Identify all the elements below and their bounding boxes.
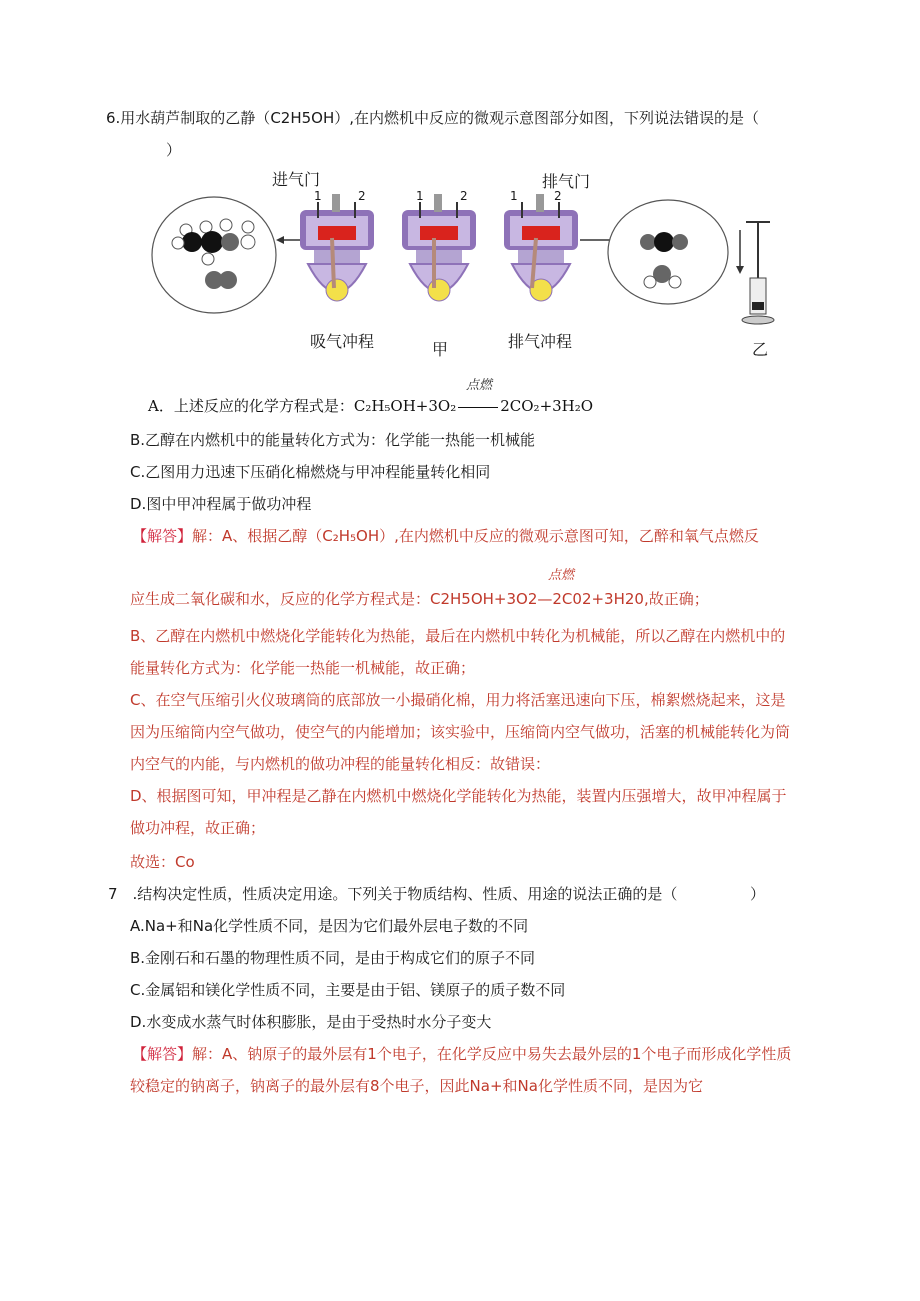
label-num-2b: 2 (460, 189, 468, 203)
engine-jia (402, 194, 476, 301)
label-intake-stroke: 吸气冲程 (310, 332, 375, 351)
q6-answer-l6: 因为压缩筒内空气做功，使空气的内能增加；该实验中，压缩筒内空气做功，活塞的机械能转化为筒 (130, 723, 791, 741)
q6-option-b: B.乙醇在内燃机中的能量转化方式为：化学能一热能一机械能 (130, 431, 536, 449)
label-num-1a: 1 (314, 189, 322, 203)
q6-option-d: D.图中甲冲程属于做功冲程 (130, 495, 312, 513)
q7-option-a: A.Na+和Na化学性质不同，是因为它们最外层电子数的不同 (130, 917, 529, 935)
q7-stem-close: ） (750, 885, 766, 903)
label-intake-valve: 进气门 (272, 170, 321, 189)
q7-answer-l1: 解：A、钠原子的最外层有1个电子，在化学反应中易失去最外层的1个电子而形成化学性质 (192, 1045, 792, 1063)
q6-answer-l5: C、在空气压缩引火仪玻璃筒的底部放一小撮硝化棉，用力将活塞迅速向下压，棉絮燃烧起来，这是 (130, 691, 786, 709)
equation-line (458, 407, 498, 408)
label-num-2a: 2 (358, 189, 366, 203)
q6-stem-close: ） (166, 141, 182, 159)
q6-answer-l3: B、乙醇在内燃机中燃烧化学能转化为热能，最后在内燃机中转化为机械能，所以乙醇在内燃机中的 (130, 627, 786, 645)
engine-exhaust (504, 194, 578, 301)
q7-answer-line-1 (132, 1044, 791, 1064)
q6-answer-l9: 做功冲程，故正确； (130, 819, 266, 837)
label-exhaust-stroke: 排气冲程 (508, 332, 573, 351)
engine-figure (148, 170, 788, 360)
q6-option-a-ignite: 点燃 (466, 378, 493, 393)
q6-answer-l10: 故选：Co (130, 853, 195, 871)
q6-answer-ignite: 点燃 (548, 568, 575, 583)
q7-option-c: C.金属铝和镁化学性质不同，主要是由于铝、镁原子的质子数不同 (130, 981, 566, 999)
right-molecule-ellipse (608, 200, 728, 304)
q6-option-a-left: C₂H₅OH+3O₂ (353, 397, 457, 415)
q6-option-c: C.乙图用力迅速下压硝化棉燃烧与甲冲程能量转化相同 (130, 463, 491, 481)
q6-option-a (148, 396, 593, 416)
engine-diagram-svg (148, 170, 788, 360)
q6-answer-l8: D、根据图可知，甲冲程是乙静在内燃机中燃烧化学能转化为热能，装置内压强增大，故甲冲程属于 (130, 787, 787, 805)
q6-answer-l2: 应生成二氧化碳和水，反应的化学方程式是：C2H5OH+3O2—2C02+3H20,故正确； (130, 590, 709, 608)
label-num-2c: 2 (554, 189, 562, 203)
q6-answer-tag: 【解答】 (132, 527, 193, 545)
label-exhaust-valve: 排气门 (542, 172, 591, 191)
label-jia: 甲 (432, 340, 449, 359)
label-yi: 乙 (752, 340, 769, 359)
engine-intake (300, 194, 374, 301)
label-num-1b: 1 (416, 189, 424, 203)
q6-answer-line-1 (132, 526, 759, 546)
q7-stem: 7 .结构决定性质，性质决定用途。下列关于物质结构、性质、用途的说法正确的是（ (108, 885, 678, 903)
air-compression-syringe (736, 222, 774, 324)
q6-answer-l4: 能量转化方式为：化学能一热能一机械能，故正确； (130, 659, 476, 677)
q6-answer-l1: 解：A、根据乙醇（C₂H₅OH）,在内燃机中反应的微观示意图可知，乙醉和氧气点燃反 (192, 527, 759, 545)
q7-option-d: D.水变成水蒸气时体积膨胀，是由于受热时水分子变大 (130, 1013, 492, 1031)
q7-answer-l2: 较稳定的钠离子，钠离子的最外层有8个电子，因此Na+和Na化学性质不同，是因为它 (130, 1077, 703, 1095)
q7-option-b: B.金刚石和石墨的物理性质不同，是由于构成它们的原子不同 (130, 949, 536, 967)
q6-option-a-right: 2CO₂+3H₂O (500, 397, 594, 415)
q6-answer-l7: 内空气的内能，与内燃机的做功冲程的能量转化相反：故错误： (130, 755, 551, 773)
q7-answer-tag: 【解答】 (132, 1045, 193, 1063)
q6-stem: 6.用水葫芦制取的乙静（C2H5OH）,在内燃机中反应的微观示意图部分如图，下列说法错误的是（ (106, 109, 760, 127)
q6-option-a-prefix: A．上述反应的化学方程式是： (148, 397, 354, 415)
left-molecule-ellipse (152, 197, 276, 313)
label-num-1c: 1 (510, 189, 518, 203)
